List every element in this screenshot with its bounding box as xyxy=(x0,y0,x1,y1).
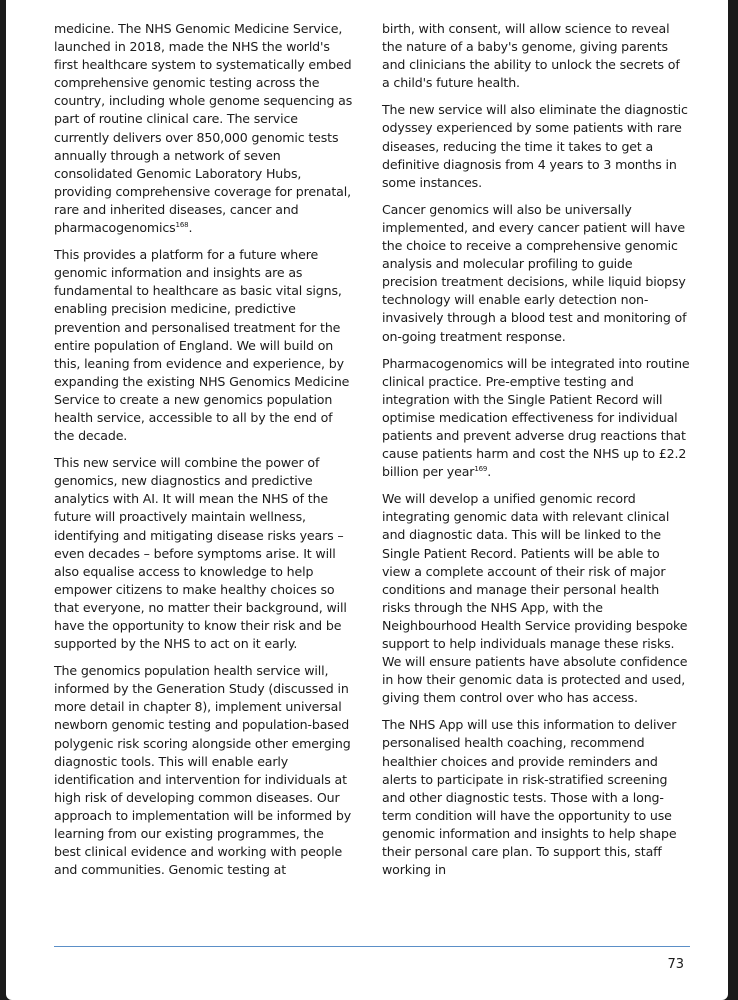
paragraph-end: . xyxy=(487,464,492,480)
paragraph-text: Pharmacogenomics will be integrated into routine clinical practice. Pre-emptive testing and integration with the Single Patient Record will optimise medication effectiveness for individual patients and prevent adverse drug reactions that cause patients harm and cost the NHS up to £2.2 billion per year xyxy=(382,355,690,480)
left-column xyxy=(54,20,354,879)
paragraph: The NHS App will use this information to deliver personalised health coaching, recommend healthier choices and provide reminders and alerts to participate in risk-stratified screening and other diagnostic tests. Those with a long-term condition will have the opportunity to use genomic information and insights to help shape their personal care plan. To support this, staff working in xyxy=(382,717,677,878)
paragraph: This provides a platform for a future where genomic information and insights are as fundamental to healthcare as basic vital signs, enabling precision medicine, predictive prevention and personalised treatment for the entire population of England. We will build on this, leaning from evidence and experience, by expanding the existing NHS Genomics Medicine Service to create a new genomics population health service, accessible to all by the end of the decade. xyxy=(54,247,350,444)
footer-divider xyxy=(54,946,690,947)
right-column xyxy=(382,20,690,879)
paragraph-text: medicine. The NHS Genomic Medicine Service, launched in 2018, made the NHS the world's first healthcare system to systematically embed comprehensive genomic testing across the country, including whole genome sequencing as part of routine clinical care. The service currently delivers over 850,000 genomic tests annually through a network of seven consolidated Genomic Laboratory Hubs, providing comprehensive coverage for prenatal, rare and inherited diseases, cancer and pharmacogenomics xyxy=(54,21,353,236)
paragraph: The genomics population health service will, informed by the Generation Study (discussed in more detail in chapter 8), implement universal newborn genomic testing and population-based polygenic risk scoring alongside other emerging diagnostic tools. This will enable early identification and intervention for individuals at high risk of developing common diseases. Our approach to implementation will be informed by learning from our existing programmes, the best clinical evidence and working with people and communities. Genomic testing at xyxy=(54,663,352,878)
paragraph: This new service will combine the power of genomics, new diagnostics and predictive analytics with AI. It will mean the NHS of the future will proactively maintain wellness, identifying and mitigating disease risks years – even decades – before symptoms arise. It will also equalise access to knowledge to help empower citizens to make healthy choices so that everyone, no matter their background, will have the opportunity to know their risk and be supported by the NHS to act on it early. xyxy=(54,455,347,652)
paragraph: birth, with consent, will allow science to reveal the nature of a baby's genome, giving parents and clinicians the ability to unlock the secrets of a child's future health. xyxy=(382,21,680,91)
document-page xyxy=(6,0,728,1000)
page-number: 73 xyxy=(667,957,684,972)
paragraph xyxy=(54,20,354,237)
paragraph: We will develop a unified genomic record integrating genomic data with relevant clinical and diagnostic data. This will be linked to the Single Patient Record. Patients will be able to view a complete account of their risk of major conditions and manage their personal health risks through the NHS App, with the Neighbourhood Health Service providing bespoke support to help individuals manage these risks. We will ensure patients have absolute confidence in how their genomic data is protected and used, giving them control over who has access. xyxy=(382,491,688,706)
paragraph: Cancer genomics will also be universally implemented, and every cancer patient will have the choice to receive a comprehensive genomic analysis and molecular profiling to guide precision treatment decisions, while liquid biopsy technology will enable early detection non-invasively through a blood test and monitoring of on-going treatment response. xyxy=(382,201,687,344)
paragraph-end: . xyxy=(188,220,193,236)
footnote-reference[interactable]: 169 xyxy=(474,465,488,474)
paragraph xyxy=(382,355,690,482)
paragraph: The new service will also eliminate the diagnostic odyssey experienced by some patients with rare diseases, reducing the time it takes to get a definitive diagnosis from 4 years to 3 months in some instances. xyxy=(382,102,688,190)
footnote-reference[interactable]: 168 xyxy=(175,221,189,230)
